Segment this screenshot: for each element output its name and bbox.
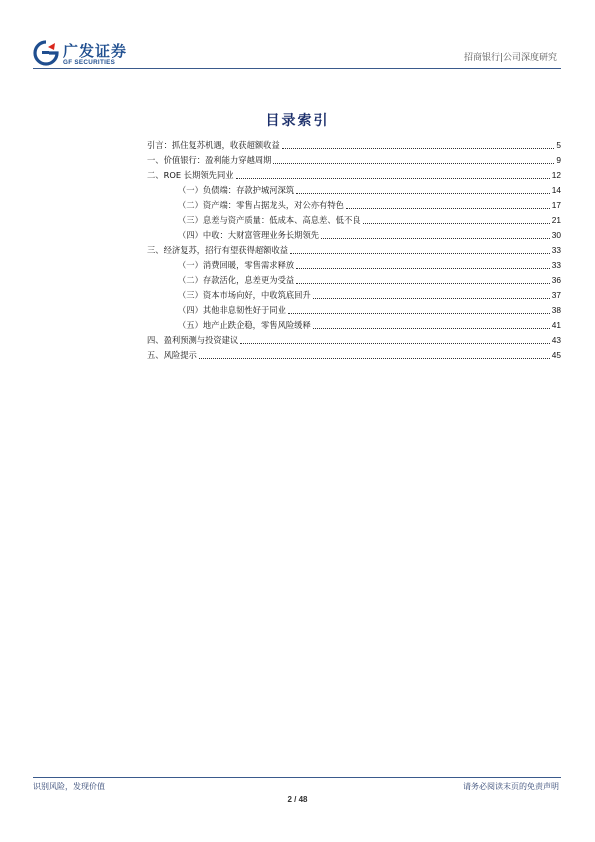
toc-entry-text: 引言：抓住复苏机遇，收获超额收益 xyxy=(147,140,280,150)
toc-entry-page: 36 xyxy=(551,275,561,285)
gf-logo-icon xyxy=(33,40,59,66)
toc-entry-page: 14 xyxy=(551,185,561,195)
toc-leader-dots xyxy=(240,343,549,344)
toc-entry-page: 9 xyxy=(556,155,561,165)
toc-leader-dots xyxy=(273,163,554,164)
toc-entry-text: 四、盈利预测与投资建议 xyxy=(147,335,239,345)
toc-entry-text: 五、风险提示 xyxy=(147,350,197,360)
toc-entry[interactable] xyxy=(147,347,561,361)
toc-entry[interactable] xyxy=(147,137,561,151)
toc-leader-dots xyxy=(288,313,550,314)
toc-entry-text: （四）其他非息韧性好于同业 xyxy=(178,305,286,315)
toc-entry-page: 30 xyxy=(551,230,561,240)
toc-leader-dots xyxy=(296,193,550,194)
toc-entry-text: （三）息差与资产质量：低成本、高息差、低不良 xyxy=(178,215,361,225)
toc-entry-page: 12 xyxy=(551,170,561,180)
toc-leader-dots xyxy=(313,328,550,329)
toc-leader-dots xyxy=(346,208,550,209)
toc-subentry[interactable] xyxy=(178,257,561,271)
toc-subentry[interactable] xyxy=(178,287,561,301)
logo-chinese-name: 广发证券 xyxy=(63,42,128,60)
toc-entry-text: （五）地产止跌企稳，零售风险缓释 xyxy=(178,320,311,330)
toc-leader-dots xyxy=(236,178,550,179)
toc-subentry[interactable] xyxy=(178,227,561,241)
toc-subentry[interactable] xyxy=(178,212,561,226)
toc-subentry[interactable] xyxy=(178,197,561,211)
toc-leader-dots xyxy=(282,148,555,149)
toc-entry-text: （一）负债端：存款护城河深筑 xyxy=(178,185,295,195)
toc-entry-page: 5 xyxy=(556,140,561,150)
report-type-label: 招商银行|公司深度研究 xyxy=(463,53,557,63)
gf-securities-logo xyxy=(33,40,173,68)
toc-title: 目录索引 xyxy=(265,113,330,129)
toc-subentry[interactable] xyxy=(178,182,561,196)
toc-entry-page: 21 xyxy=(551,215,561,225)
toc-subentry[interactable] xyxy=(178,317,561,331)
header-divider xyxy=(33,68,561,69)
toc-entry-page: 37 xyxy=(551,290,561,300)
toc-entry-text: （四）中收：大财富管理业务长期领先 xyxy=(178,230,320,240)
toc-subentry[interactable] xyxy=(178,302,561,316)
toc-entry-page: 45 xyxy=(551,350,561,360)
toc-subentry[interactable] xyxy=(178,272,561,286)
toc-entry-page: 43 xyxy=(551,335,561,345)
toc-leader-dots xyxy=(296,268,550,269)
toc-entry-text: （二）资产端：零售占据龙头，对公亦有特色 xyxy=(178,200,344,210)
toc-entry-page: 17 xyxy=(551,200,561,210)
toc-entry-text: 三、经济复苏，招行有望获得超额收益 xyxy=(147,245,289,255)
toc-entry[interactable] xyxy=(147,152,561,166)
page-header xyxy=(33,36,561,70)
toc-leader-dots xyxy=(290,253,550,254)
footer-slogan: 识别风险，发现价值 xyxy=(33,782,105,791)
toc-entry-page: 33 xyxy=(551,245,561,255)
toc-entry-page: 38 xyxy=(551,305,561,315)
toc-entry-text: 二、ROE 长期领先同业 xyxy=(147,170,234,180)
logo-english-name: GF SECURITIES xyxy=(63,59,116,66)
toc-entry[interactable] xyxy=(147,242,561,256)
toc-leader-dots xyxy=(363,223,550,224)
toc-entry[interactable] xyxy=(147,332,561,346)
footer-disclaimer-note: 请务必阅读末页的免责声明 xyxy=(463,782,559,791)
toc-entry[interactable] xyxy=(147,167,561,181)
toc-leader-dots xyxy=(296,283,550,284)
toc-entry-text: （一）消费回暖，零售需求释放 xyxy=(178,260,295,270)
page-number: 2 / 48 xyxy=(287,795,308,804)
toc-entry-page: 41 xyxy=(551,320,561,330)
toc-entry-page: 33 xyxy=(551,260,561,270)
toc-entry-text: 一、价值银行：盈利能力穿越周期 xyxy=(147,155,272,165)
toc-leader-dots xyxy=(313,298,550,299)
footer-divider xyxy=(33,777,561,778)
toc-entry-text: （三）资本市场向好，中收筑底回升 xyxy=(178,290,311,300)
toc-entry-text: （二）存款活化，息差更为受益 xyxy=(178,275,295,285)
toc-leader-dots xyxy=(321,238,550,239)
toc-leader-dots xyxy=(199,358,550,359)
